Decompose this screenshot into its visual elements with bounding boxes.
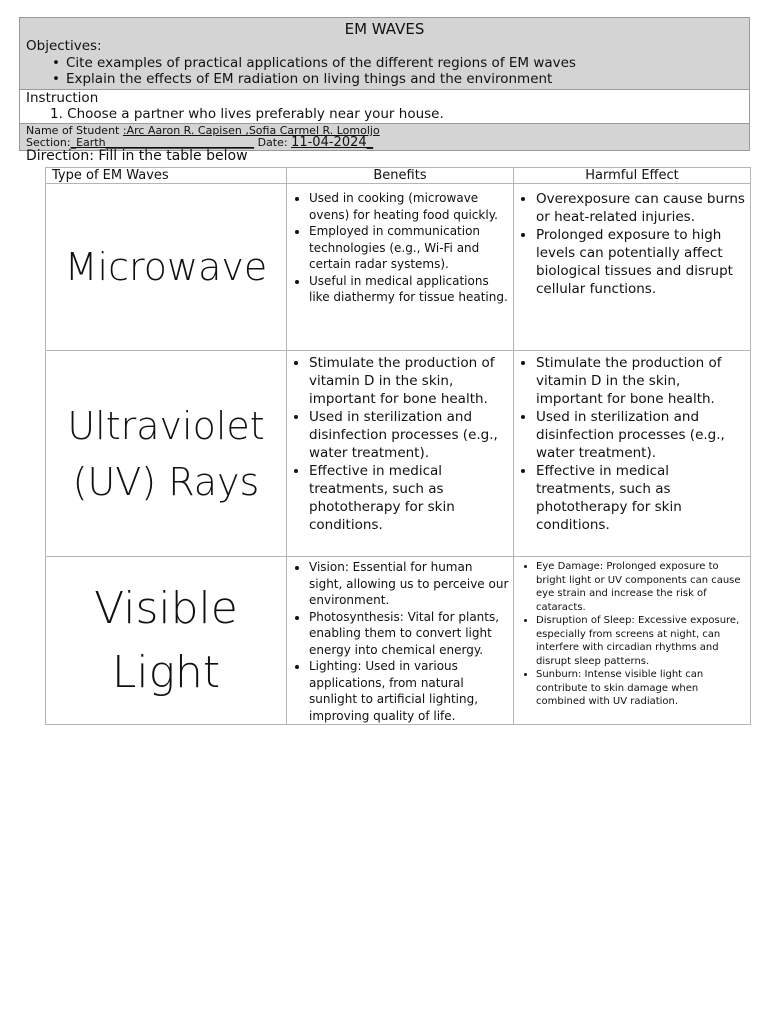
table-header-row bbox=[46, 168, 751, 184]
wave-cell bbox=[46, 351, 287, 557]
benefits-list bbox=[287, 559, 513, 724]
harmful-cell bbox=[514, 557, 751, 725]
benefits-cell bbox=[287, 351, 514, 557]
harmful-cell bbox=[514, 184, 751, 351]
wave-name-line2: (UV) Rays bbox=[72, 459, 260, 504]
instruction-block bbox=[19, 90, 750, 124]
wave-cell bbox=[46, 557, 287, 725]
list-item: • Effective in medical treatments, such as phototherapy for skin conditions. bbox=[536, 462, 746, 534]
harmful-list bbox=[514, 560, 750, 709]
table-row bbox=[46, 184, 751, 351]
wave-name-line1: Visible bbox=[94, 582, 238, 634]
list-item: • Overexposure can cause burns or heat-related injuries. bbox=[536, 190, 746, 226]
section-label: Section: bbox=[26, 136, 71, 149]
list-item: • Used in cooking (microwave ovens) for heating food quickly. bbox=[309, 190, 509, 223]
instruction-label: Instruction bbox=[26, 90, 99, 106]
list-item: • Useful in medical applications like diathermy for tissue heating. bbox=[309, 273, 509, 306]
section-value: _Earth___________________________ bbox=[70, 136, 255, 149]
list-item: • Effective in medical treatments, such as phototherapy for skin conditions. bbox=[309, 462, 509, 534]
list-item: • Photosynthesis: Vital for plants, enabling them to convert light energy into chemical energy. bbox=[309, 609, 509, 659]
student-info bbox=[19, 124, 750, 151]
harmful-list bbox=[514, 354, 750, 534]
header-benefits: Benefits bbox=[287, 168, 514, 184]
objectives-label: Objectives: bbox=[26, 38, 102, 54]
objectives-list bbox=[52, 55, 576, 87]
harmful-cell bbox=[514, 351, 751, 557]
table-row bbox=[46, 351, 751, 557]
benefits-list bbox=[287, 190, 513, 306]
objective-item: • Explain the effects of EM radiation on living things and the environment bbox=[52, 71, 576, 87]
list-item: • Stimulate the production of vitamin D in the skin, important for bone health. bbox=[536, 354, 746, 408]
wave-name: Microwave bbox=[64, 245, 268, 289]
instruction-item: 1. Choose a partner who lives preferably near your house. bbox=[50, 106, 444, 122]
harmful-list bbox=[514, 190, 750, 298]
name-label: Name of Student bbox=[26, 124, 123, 137]
wave-name-line1: Ultraviolet bbox=[67, 403, 265, 448]
table-row bbox=[46, 557, 751, 725]
wave-name-line2: Light bbox=[111, 646, 221, 698]
date-label: Date: bbox=[254, 136, 292, 149]
list-item: • Used in sterilization and disinfection processes (e.g., water treatment). bbox=[536, 408, 746, 462]
benefits-list bbox=[287, 354, 513, 534]
list-item: • Prolonged exposure to high levels can potentially affect biological tissues and disrupt cellular functions. bbox=[536, 226, 746, 298]
list-item: • Eye Damage: Prolonged exposure to bright light or UV components can cause eye strain and increase the risk of cataracts. bbox=[536, 560, 746, 614]
benefits-cell bbox=[287, 184, 514, 351]
wave-cell bbox=[46, 184, 287, 351]
list-item: • Vision: Essential for human sight, allowing us to perceive our environment. bbox=[309, 559, 509, 609]
header-block bbox=[19, 17, 750, 90]
list-item: • Sunburn: Intense visible light can contribute to skin damage when combined with UV radiation. bbox=[536, 668, 746, 709]
worksheet bbox=[19, 17, 750, 164]
header-harmful: Harmful Effect bbox=[514, 168, 751, 184]
list-item: • Used in sterilization and disinfection processes (e.g., water treatment). bbox=[309, 408, 509, 462]
objective-item: • Cite examples of practical applications of the different regions of EM waves bbox=[52, 55, 576, 71]
date-value: 11-04-2024_ bbox=[291, 135, 374, 150]
em-waves-table bbox=[45, 167, 751, 725]
page-title: EM WAVES bbox=[344, 20, 425, 38]
header-type: Type of EM Waves bbox=[46, 168, 287, 184]
list-item: • Stimulate the production of vitamin D in the skin, important for bone health. bbox=[309, 354, 509, 408]
list-item: • Disruption of Sleep: Excessive exposure, especially from screens at night, can interfere with circadian rhythms and disrupt sleep patterns. bbox=[536, 614, 746, 668]
student-names: :Arc Aaron R. Capisen ,Sofia Carmel R. Lomoljo bbox=[122, 124, 380, 137]
list-item: • Lighting: Used in various applications, from natural sunlight to artificial lighting, improving quality of life. bbox=[309, 658, 509, 724]
benefits-cell bbox=[287, 557, 514, 725]
direction-text: Direction: Fill in the table below bbox=[26, 148, 248, 164]
list-item: • Employed in communication technologies (e.g., Wi-Fi and certain radar systems). bbox=[309, 223, 509, 273]
